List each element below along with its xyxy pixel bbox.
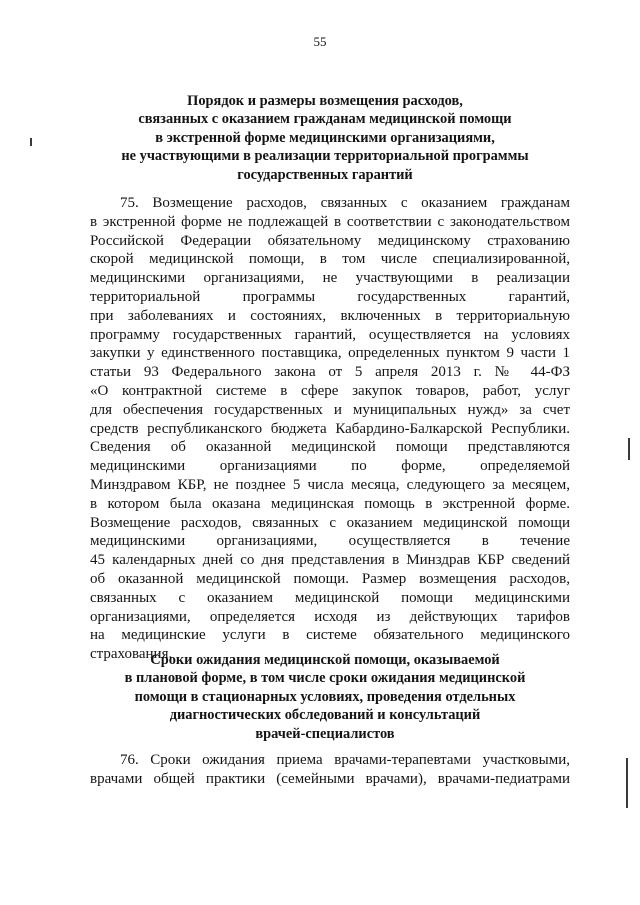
- scan-mark: [30, 138, 32, 146]
- paragraph-line: для обеспечения государственных и муниципальных нужд» за счет: [90, 401, 570, 418]
- paragraph-line: 75. Возмещение расходов, связанных с оказанием гражданам: [120, 195, 570, 211]
- paragraph-line: страхования.: [90, 646, 173, 663]
- paragraph-line: 76. Сроки ожидания приема врачами-терапевтами участковыми,: [120, 752, 570, 768]
- paragraph-line: программу государственных гарантий, осуществляется на условиях: [90, 326, 570, 343]
- paragraph-76: [90, 751, 570, 789]
- paragraph-line: закупки у единственного поставщика, определенных пунктом 9 части 1: [90, 345, 570, 362]
- paragraph-line: территориальной программы государственных гарантий,: [90, 288, 570, 305]
- paragraph-line: связанных с оказанием медицинской помощи медицинскими: [90, 589, 570, 606]
- paragraph-line: медицинскими организациями, осуществляется в течение: [90, 533, 570, 550]
- paragraph-line: 45 календарных дней со дня представления в Минздрав КБР сведений: [90, 552, 570, 569]
- paragraph-line: врачами общей практики (семейными врачами), врачами-педиатрами: [90, 770, 570, 787]
- heading-line: врачей-специалистов: [255, 725, 395, 742]
- paragraph-line: в экстренной форме не подлежащей в соответствии с законодательством: [90, 213, 570, 230]
- paragraph-line: на медицинские услуги в системе обязательного медицинского: [90, 627, 570, 644]
- paragraph-line: об оказанной медицинской помощи. Размер возмещения расходов,: [90, 570, 570, 587]
- paragraph-line: Российской Федерации обязательному медицинскому страхованию: [90, 232, 570, 249]
- paragraph-line: Возмещение расходов, связанных с оказанием медицинской помощи: [90, 514, 570, 531]
- heading-line: Сроки ожидания медицинской помощи, оказываемой: [150, 652, 500, 668]
- paragraph-line: Минздравом КБР, не позднее 5 числа месяца, следующего за месяцем,: [90, 476, 570, 493]
- heading-line: государственных гарантий: [237, 166, 413, 183]
- paragraph-line: «О контрактной системе в сфере закупок товаров, работ, услуг: [90, 382, 570, 399]
- paragraph-line: при заболеваниях и состояниях, включенных в территориальную: [90, 307, 570, 324]
- paragraph-line: медицинскими организациями, не участвующими в реализации: [90, 270, 570, 287]
- heading-line: помощи в стационарных условиях, проведения отдельных: [134, 688, 516, 705]
- heading-line: Порядок и размеры возмещения расходов,: [187, 93, 463, 109]
- paragraph-line: организациями, определяется исходя из действующих тарифов: [90, 608, 570, 625]
- heading-line: диагностических обследований и консультаций: [169, 707, 481, 724]
- heading-line: не участвующими в реализации территориальной программы: [121, 148, 529, 165]
- section-heading-compensation: [90, 92, 560, 184]
- heading-line: в экстренной форме медицинскими организациями,: [155, 129, 495, 146]
- page-number: 55: [313, 34, 327, 49]
- scan-mark: [628, 438, 630, 460]
- paragraph-line: статьи 93 Федерального закона от 5 апреля 2013 г. № 44-ФЗ: [90, 364, 570, 381]
- paragraph-line: средств республиканского бюджета Кабардино-Балкарской Республики.: [90, 420, 570, 437]
- paragraph-line: медицинскими организациями по форме, определяемой: [90, 458, 570, 475]
- heading-line: в плановой форме, в том числе сроки ожидания медицинской: [124, 670, 526, 687]
- heading-line: связанных с оказанием гражданам медицинской помощи: [138, 111, 512, 128]
- paragraph-line: скорой медицинской помощи, в том числе специализированной,: [90, 251, 570, 268]
- paragraph-75: [90, 194, 570, 664]
- paragraph-line: в котором была оказана медицинская помощь в экстренной форме.: [90, 495, 570, 512]
- paragraph-line: Сведения об оказанной медицинской помощи представляются: [90, 439, 570, 456]
- section-heading-waiting-times: [90, 651, 560, 743]
- scan-mark: [626, 758, 628, 808]
